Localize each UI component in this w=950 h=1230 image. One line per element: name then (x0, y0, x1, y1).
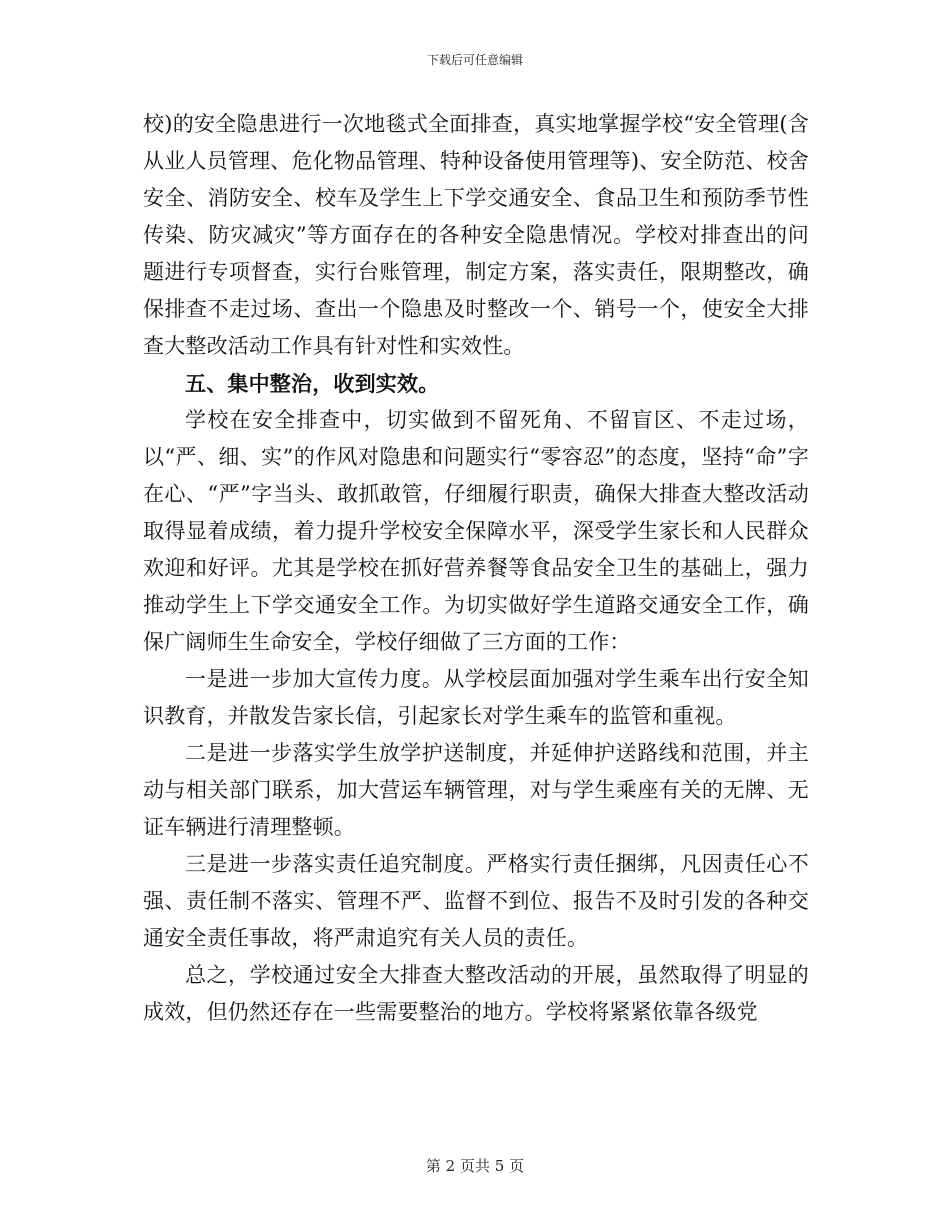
paragraph-continuation: 校)的安全隐患进行一次地毯式全面排查，真实地掌握学校“安全管理(含从业人员管理、危化物品管理、特种设备使用管理等)、安全防范、校舍安全、消防安全、校车及学生上下学交通安全、食品卫生和预防季节性传染、防灾减灾”等方面存在的各种安全隐患情况。学校对排查出的问题进行专项督查，实行台账管理，制定方案，落实责任，限期整改，确保排查不走过场、查出一个隐患及时整改一个、销号一个，使安全大排查大整改活动工作具有针对性和实效性。 (143, 112, 809, 358)
paragraph: 学校在安全排查中，切实做到不留死角、不留盲区、不走过场，以“严、细、实”的作风对隐患和问题实行“零容忍”的态度，坚持“命”字在心、“严”字当头、敢抓敢管，仔细履行职责，确保大排查大整改活动取得显着成绩，着力提升学校安全保障水平，深受学生家长和人民群众欢迎和好评。尤其是学校在抓好营养餐等食品安全卫生的基础上，强力推动学生上下学交通安全工作。为切实做好学生道路交通安全工作，确保广阔师生生命安全，学校仔细做了三方面的工作： (143, 408, 809, 654)
paragraph: 三是进一步落实责任追究制度。严格实行责任捆绑，凡因责任心不强、责任制不落实、管理不严、监督不到位、报告不及时引发的各种交通安全责任事故，将严肃追究有关人员的责任。 (143, 852, 809, 950)
paragraph: 二是进一步落实学生放学护送制度，并延伸护送路线和范围，并主动与相关部门联系，加大营运车辆管理，对与学生乘座有关的无牌、无证车辆进行清理整顿。 (143, 741, 809, 839)
document-body (143, 106, 809, 1031)
page-footer: 第 2 页共 5 页 (425, 1157, 525, 1175)
paragraph: 一是进一步加大宣传力度。从学校层面加强对学生乘车出行安全知识教育，并散发告家长信，引起家长对学生乘车的监管和重视。 (143, 667, 809, 728)
page-header: 下载后可任意编辑 (426, 53, 523, 67)
paragraph: 总之，学校通过安全大排查大整改活动的开展，虽然取得了明显的成效，但仍然还存在一些需要整治的地方。学校将紧紧依靠各级党 (143, 963, 809, 1024)
section-heading: 五、集中整治，收到实效。 (185, 371, 440, 396)
